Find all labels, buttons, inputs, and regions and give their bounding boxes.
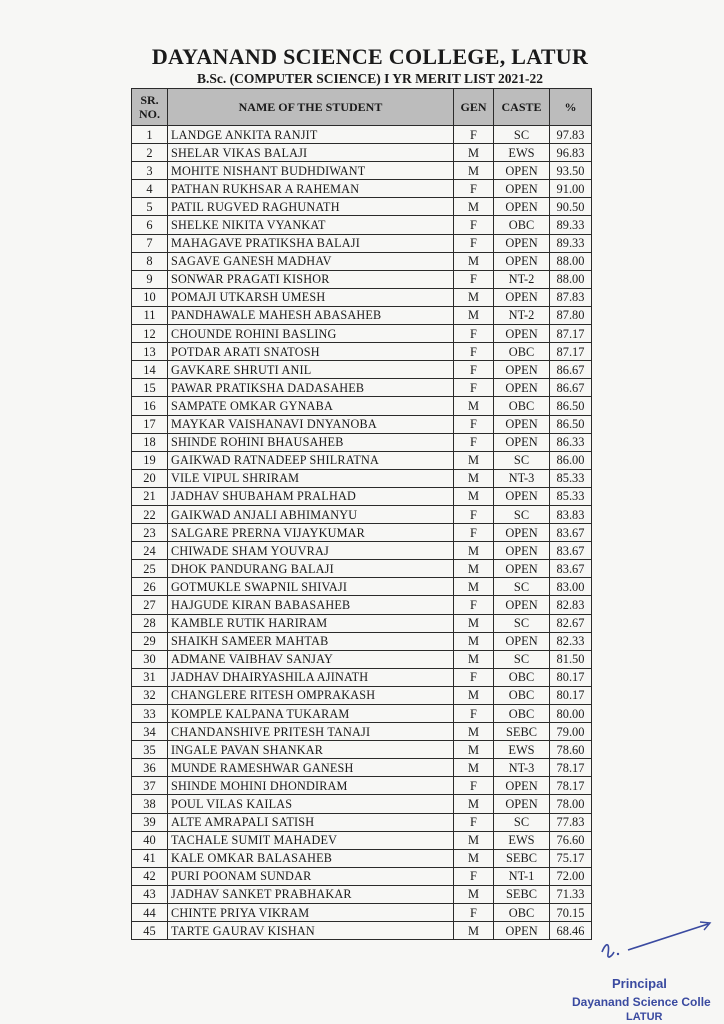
- cell-percent: 88.00: [550, 270, 592, 288]
- cell-student-name: HAJGUDE KIRAN BABASAHEB: [168, 596, 454, 614]
- cell-percent: 90.50: [550, 198, 592, 216]
- cell-gen: M: [454, 831, 494, 849]
- cell-caste: SC: [494, 614, 550, 632]
- cell-student-name: CHANDANSHIVE PRITESH TANAJI: [168, 723, 454, 741]
- cell-percent: 82.67: [550, 614, 592, 632]
- college-title: DAYANAND SCIENCE COLLEGE, LATUR: [151, 44, 589, 69]
- table-row: [132, 759, 592, 777]
- cell-sr-no: 26: [132, 578, 168, 596]
- cell-gen: F: [454, 415, 494, 433]
- column-header-name: NAME OF THE STUDENT: [168, 89, 454, 126]
- cell-gen: M: [454, 162, 494, 180]
- cell-student-name: VILE VIPUL SHRIRAM: [168, 469, 454, 487]
- cell-caste: NT-2: [494, 270, 550, 288]
- cell-percent: 80.17: [550, 686, 592, 704]
- table-row: [132, 524, 592, 542]
- cell-student-name: SAMPATE OMKAR GYNABA: [168, 397, 454, 415]
- cell-caste: SC: [494, 126, 550, 144]
- cell-percent: 75.17: [550, 849, 592, 867]
- cell-student-name: SHINDE ROHINI BHAUSAHEB: [168, 433, 454, 451]
- cell-percent: 89.33: [550, 216, 592, 234]
- cell-caste: SC: [494, 813, 550, 831]
- cell-student-name: GAIKWAD ANJALI ABHIMANYU: [168, 505, 454, 523]
- cell-caste: SEBC: [494, 849, 550, 867]
- cell-student-name: LANDGE ANKITA RANJIT: [168, 126, 454, 144]
- cell-student-name: GAVKARE SHRUTI ANIL: [168, 361, 454, 379]
- cell-caste: SC: [494, 650, 550, 668]
- cell-caste: OPEN: [494, 234, 550, 252]
- cell-gen: M: [454, 252, 494, 270]
- table-row: [132, 650, 592, 668]
- cell-sr-no: 7: [132, 234, 168, 252]
- cell-gen: F: [454, 216, 494, 234]
- table-row: [132, 777, 592, 795]
- cell-sr-no: 44: [132, 904, 168, 922]
- cell-sr-no: 9: [132, 270, 168, 288]
- cell-percent: 80.17: [550, 668, 592, 686]
- cell-caste: SC: [494, 451, 550, 469]
- cell-student-name: POMAJI UTKARSH UMESH: [168, 288, 454, 306]
- cell-gen: F: [454, 596, 494, 614]
- cell-gen: F: [454, 777, 494, 795]
- cell-caste: EWS: [494, 144, 550, 162]
- cell-caste: OPEN: [494, 252, 550, 270]
- table-row: [132, 686, 592, 704]
- table-row: [132, 288, 592, 306]
- cell-sr-no: 19: [132, 451, 168, 469]
- cell-gen: F: [454, 505, 494, 523]
- cell-percent: 77.83: [550, 813, 592, 831]
- cell-caste: OPEN: [494, 415, 550, 433]
- cell-student-name: SHAIKH SAMEER MAHTAB: [168, 632, 454, 650]
- cell-sr-no: 42: [132, 867, 168, 885]
- table-row: [132, 831, 592, 849]
- cell-student-name: SONWAR PRAGATI KISHOR: [168, 270, 454, 288]
- cell-percent: 86.67: [550, 379, 592, 397]
- cell-caste: OPEN: [494, 596, 550, 614]
- cell-student-name: MAYKAR VAISHANAVI DNYANOBA: [168, 415, 454, 433]
- cell-sr-no: 38: [132, 795, 168, 813]
- table-row: [132, 397, 592, 415]
- sr-header-line1: SR.: [140, 93, 159, 107]
- cell-gen: M: [454, 288, 494, 306]
- cell-student-name: ALTE AMRAPALI SATISH: [168, 813, 454, 831]
- cell-caste: EWS: [494, 741, 550, 759]
- cell-gen: F: [454, 361, 494, 379]
- table-row: [132, 198, 592, 216]
- table-row: [132, 451, 592, 469]
- cell-sr-no: 14: [132, 361, 168, 379]
- cell-student-name: GOTMUKLE SWAPNIL SHIVAJI: [168, 578, 454, 596]
- table-row: [132, 705, 592, 723]
- cell-percent: 87.80: [550, 306, 592, 324]
- cell-caste: OPEN: [494, 433, 550, 451]
- table-row: [132, 361, 592, 379]
- cell-student-name: JADHAV SHUBAHAM PRALHAD: [168, 487, 454, 505]
- cell-student-name: DHOK PANDURANG BALAJI: [168, 560, 454, 578]
- cell-percent: 78.17: [550, 759, 592, 777]
- cell-sr-no: 21: [132, 487, 168, 505]
- cell-percent: 86.67: [550, 361, 592, 379]
- cell-gen: F: [454, 705, 494, 723]
- table-row: [132, 415, 592, 433]
- table-row: [132, 795, 592, 813]
- cell-student-name: KALE OMKAR BALASAHEB: [168, 849, 454, 867]
- cell-gen: F: [454, 343, 494, 361]
- cell-gen: M: [454, 614, 494, 632]
- cell-caste: EWS: [494, 831, 550, 849]
- merit-list-subtitle: B.Sc. (COMPUTER SCIENCE) I YR MERIT LIST 2021-22: [197, 71, 543, 86]
- principal-stamp-city: LATUR: [626, 1011, 663, 1023]
- cell-student-name: ADMANE VAIBHAV SANJAY: [168, 650, 454, 668]
- cell-caste: OPEN: [494, 795, 550, 813]
- cell-percent: 89.33: [550, 234, 592, 252]
- cell-sr-no: 6: [132, 216, 168, 234]
- cell-sr-no: 29: [132, 632, 168, 650]
- table-row: [132, 632, 592, 650]
- cell-sr-no: 10: [132, 288, 168, 306]
- cell-gen: M: [454, 686, 494, 704]
- cell-caste: OPEN: [494, 632, 550, 650]
- cell-percent: 83.67: [550, 560, 592, 578]
- cell-gen: F: [454, 270, 494, 288]
- cell-sr-no: 24: [132, 542, 168, 560]
- cell-sr-no: 20: [132, 469, 168, 487]
- cell-sr-no: 43: [132, 885, 168, 903]
- cell-student-name: CHOUNDE ROHINI BASLING: [168, 325, 454, 343]
- cell-percent: 87.17: [550, 325, 592, 343]
- cell-gen: M: [454, 759, 494, 777]
- cell-student-name: SAGAVE GANESH MADHAV: [168, 252, 454, 270]
- cell-gen: F: [454, 126, 494, 144]
- table-row: [132, 433, 592, 451]
- cell-gen: M: [454, 723, 494, 741]
- cell-sr-no: 18: [132, 433, 168, 451]
- table-row: [132, 741, 592, 759]
- cell-percent: 68.46: [550, 922, 592, 940]
- cell-gen: F: [454, 904, 494, 922]
- cell-percent: 86.50: [550, 397, 592, 415]
- table-row: [132, 270, 592, 288]
- cell-student-name: MAHAGAVE PRATIKSHA BALAJI: [168, 234, 454, 252]
- cell-sr-no: 39: [132, 813, 168, 831]
- cell-student-name: TACHALE SUMIT MAHADEV: [168, 831, 454, 849]
- cell-percent: 81.50: [550, 650, 592, 668]
- cell-percent: 87.17: [550, 343, 592, 361]
- cell-sr-no: 11: [132, 306, 168, 324]
- cell-gen: F: [454, 325, 494, 343]
- table-row: [132, 216, 592, 234]
- merit-table-body: [132, 126, 592, 940]
- cell-percent: 85.33: [550, 469, 592, 487]
- cell-percent: 86.00: [550, 451, 592, 469]
- cell-percent: 82.83: [550, 596, 592, 614]
- cell-student-name: MOHITE NISHANT BUDHDIWANT: [168, 162, 454, 180]
- cell-percent: 83.00: [550, 578, 592, 596]
- cell-percent: 93.50: [550, 162, 592, 180]
- cell-student-name: SHINDE MOHINI DHONDIRAM: [168, 777, 454, 795]
- cell-student-name: POTDAR ARATI SNATOSH: [168, 343, 454, 361]
- cell-percent: 96.83: [550, 144, 592, 162]
- cell-gen: F: [454, 867, 494, 885]
- cell-percent: 83.83: [550, 505, 592, 523]
- cell-caste: NT-2: [494, 306, 550, 324]
- cell-caste: OBC: [494, 216, 550, 234]
- cell-student-name: PAWAR PRATIKSHA DADASAHEB: [168, 379, 454, 397]
- table-row: [132, 325, 592, 343]
- cell-sr-no: 25: [132, 560, 168, 578]
- column-header-caste: CASTE: [494, 89, 550, 126]
- cell-gen: F: [454, 668, 494, 686]
- cell-caste: OPEN: [494, 198, 550, 216]
- cell-student-name: JADHAV DHAIRYASHILA AJINATH: [168, 668, 454, 686]
- cell-sr-no: 28: [132, 614, 168, 632]
- cell-student-name: GAIKWAD RATNADEEP SHILRATNA: [168, 451, 454, 469]
- cell-percent: 71.33: [550, 885, 592, 903]
- table-row: [132, 849, 592, 867]
- cell-sr-no: 4: [132, 180, 168, 198]
- cell-sr-no: 33: [132, 705, 168, 723]
- cell-percent: 80.00: [550, 705, 592, 723]
- cell-percent: 97.83: [550, 126, 592, 144]
- cell-percent: 86.50: [550, 415, 592, 433]
- cell-percent: 83.67: [550, 542, 592, 560]
- table-row: [132, 560, 592, 578]
- cell-gen: M: [454, 632, 494, 650]
- cell-percent: 78.00: [550, 795, 592, 813]
- cell-gen: M: [454, 650, 494, 668]
- cell-caste: OPEN: [494, 180, 550, 198]
- cell-student-name: MUNDE RAMESHWAR GANESH: [168, 759, 454, 777]
- cell-gen: F: [454, 379, 494, 397]
- cell-student-name: PATIL RUGVED RAGHUNATH: [168, 198, 454, 216]
- cell-gen: M: [454, 885, 494, 903]
- cell-sr-no: 34: [132, 723, 168, 741]
- column-header-percent: %: [550, 89, 592, 126]
- cell-student-name: CHANGLERE RITESH OMPRAKASH: [168, 686, 454, 704]
- cell-student-name: INGALE PAVAN SHANKAR: [168, 741, 454, 759]
- cell-gen: M: [454, 198, 494, 216]
- cell-gen: F: [454, 180, 494, 198]
- cell-caste: OBC: [494, 904, 550, 922]
- cell-caste: OPEN: [494, 288, 550, 306]
- cell-caste: OBC: [494, 343, 550, 361]
- cell-percent: 91.00: [550, 180, 592, 198]
- cell-percent: 78.60: [550, 741, 592, 759]
- cell-caste: NT-3: [494, 469, 550, 487]
- cell-caste: OBC: [494, 668, 550, 686]
- column-header-gen: GEN: [454, 89, 494, 126]
- principal-stamp-college: Dayanand Science Colle: [572, 995, 711, 1009]
- cell-caste: OPEN: [494, 487, 550, 505]
- cell-gen: M: [454, 469, 494, 487]
- cell-student-name: JADHAV SANKET PRABHAKAR: [168, 885, 454, 903]
- cell-caste: NT-1: [494, 867, 550, 885]
- cell-student-name: SHELKE NIKITA VYANKAT: [168, 216, 454, 234]
- cell-percent: 85.33: [550, 487, 592, 505]
- cell-caste: SEBC: [494, 723, 550, 741]
- cell-gen: M: [454, 397, 494, 415]
- cell-student-name: TARTE GAURAV KISHAN: [168, 922, 454, 940]
- cell-gen: F: [454, 524, 494, 542]
- cell-percent: 83.67: [550, 524, 592, 542]
- cell-sr-no: 27: [132, 596, 168, 614]
- cell-caste: OPEN: [494, 325, 550, 343]
- cell-caste: OPEN: [494, 162, 550, 180]
- cell-caste: NT-3: [494, 759, 550, 777]
- cell-student-name: CHINTE PRIYA VIKRAM: [168, 904, 454, 922]
- cell-sr-no: 35: [132, 741, 168, 759]
- cell-gen: M: [454, 542, 494, 560]
- table-row: [132, 614, 592, 632]
- cell-gen: M: [454, 578, 494, 596]
- table-row: [132, 487, 592, 505]
- cell-student-name: SALGARE PRERNA VIJAYKUMAR: [168, 524, 454, 542]
- cell-sr-no: 16: [132, 397, 168, 415]
- cell-sr-no: 5: [132, 198, 168, 216]
- cell-percent: 86.33: [550, 433, 592, 451]
- cell-student-name: PURI POONAM SUNDAR: [168, 867, 454, 885]
- table-row: [132, 379, 592, 397]
- cell-gen: F: [454, 813, 494, 831]
- cell-sr-no: 30: [132, 650, 168, 668]
- table-row: [132, 813, 592, 831]
- column-header-sr-no: [132, 89, 168, 126]
- cell-sr-no: 37: [132, 777, 168, 795]
- cell-caste: OPEN: [494, 379, 550, 397]
- cell-caste: OPEN: [494, 524, 550, 542]
- cell-sr-no: 31: [132, 668, 168, 686]
- cell-percent: 76.60: [550, 831, 592, 849]
- cell-gen: M: [454, 451, 494, 469]
- cell-sr-no: 8: [132, 252, 168, 270]
- cell-percent: 79.00: [550, 723, 592, 741]
- table-row: [132, 234, 592, 252]
- cell-caste: OPEN: [494, 361, 550, 379]
- table-row: [132, 867, 592, 885]
- cell-gen: M: [454, 560, 494, 578]
- cell-caste: SEBC: [494, 885, 550, 903]
- cell-gen: M: [454, 922, 494, 940]
- cell-student-name: CHIWADE SHAM YOUVRAJ: [168, 542, 454, 560]
- cell-sr-no: 12: [132, 325, 168, 343]
- cell-sr-no: 3: [132, 162, 168, 180]
- principal-stamp-title: Principal: [612, 976, 667, 991]
- cell-sr-no: 1: [132, 126, 168, 144]
- merit-table: [131, 88, 592, 940]
- cell-student-name: PANDHAWALE MAHESH ABASAHEB: [168, 306, 454, 324]
- table-row: [132, 904, 592, 922]
- cell-sr-no: 17: [132, 415, 168, 433]
- table-row: [132, 596, 592, 614]
- cell-percent: 78.17: [550, 777, 592, 795]
- table-row: [132, 668, 592, 686]
- cell-gen: M: [454, 741, 494, 759]
- table-header-row: [132, 89, 592, 126]
- cell-sr-no: 2: [132, 144, 168, 162]
- table-row: [132, 144, 592, 162]
- cell-caste: OPEN: [494, 922, 550, 940]
- cell-gen: F: [454, 433, 494, 451]
- cell-sr-no: 23: [132, 524, 168, 542]
- cell-sr-no: 45: [132, 922, 168, 940]
- table-row: [132, 922, 592, 940]
- cell-student-name: KOMPLE KALPANA TUKARAM: [168, 705, 454, 723]
- cell-gen: M: [454, 795, 494, 813]
- cell-gen: M: [454, 487, 494, 505]
- table-row: [132, 126, 592, 144]
- cell-sr-no: 22: [132, 505, 168, 523]
- principal-signature: [596, 912, 716, 968]
- cell-caste: SC: [494, 578, 550, 596]
- cell-caste: OBC: [494, 397, 550, 415]
- table-row: [132, 723, 592, 741]
- cell-gen: F: [454, 234, 494, 252]
- cell-sr-no: 15: [132, 379, 168, 397]
- cell-sr-no: 13: [132, 343, 168, 361]
- table-row: [132, 180, 592, 198]
- cell-sr-no: 40: [132, 831, 168, 849]
- cell-caste: SC: [494, 505, 550, 523]
- cell-student-name: KAMBLE RUTIK HARIRAM: [168, 614, 454, 632]
- cell-percent: 72.00: [550, 867, 592, 885]
- table-row: [132, 306, 592, 324]
- table-row: [132, 252, 592, 270]
- cell-percent: 82.33: [550, 632, 592, 650]
- cell-caste: OBC: [494, 705, 550, 723]
- cell-caste: OBC: [494, 686, 550, 704]
- cell-caste: OPEN: [494, 542, 550, 560]
- cell-caste: OPEN: [494, 560, 550, 578]
- cell-student-name: SHELAR VIKAS BALAJI: [168, 144, 454, 162]
- table-row: [132, 885, 592, 903]
- cell-student-name: POUL VILAS KAILAS: [168, 795, 454, 813]
- cell-gen: M: [454, 849, 494, 867]
- table-row: [132, 505, 592, 523]
- table-row: [132, 469, 592, 487]
- cell-sr-no: 32: [132, 686, 168, 704]
- cell-percent: 70.15: [550, 904, 592, 922]
- cell-student-name: PATHAN RUKHSAR A RAHEMAN: [168, 180, 454, 198]
- cell-gen: M: [454, 144, 494, 162]
- cell-percent: 87.83: [550, 288, 592, 306]
- table-row: [132, 542, 592, 560]
- cell-percent: 88.00: [550, 252, 592, 270]
- cell-caste: OPEN: [494, 777, 550, 795]
- cell-sr-no: 41: [132, 849, 168, 867]
- sr-header-line2: NO.: [139, 107, 160, 121]
- table-row: [132, 578, 592, 596]
- table-row: [132, 343, 592, 361]
- table-row: [132, 162, 592, 180]
- cell-sr-no: 36: [132, 759, 168, 777]
- cell-gen: M: [454, 306, 494, 324]
